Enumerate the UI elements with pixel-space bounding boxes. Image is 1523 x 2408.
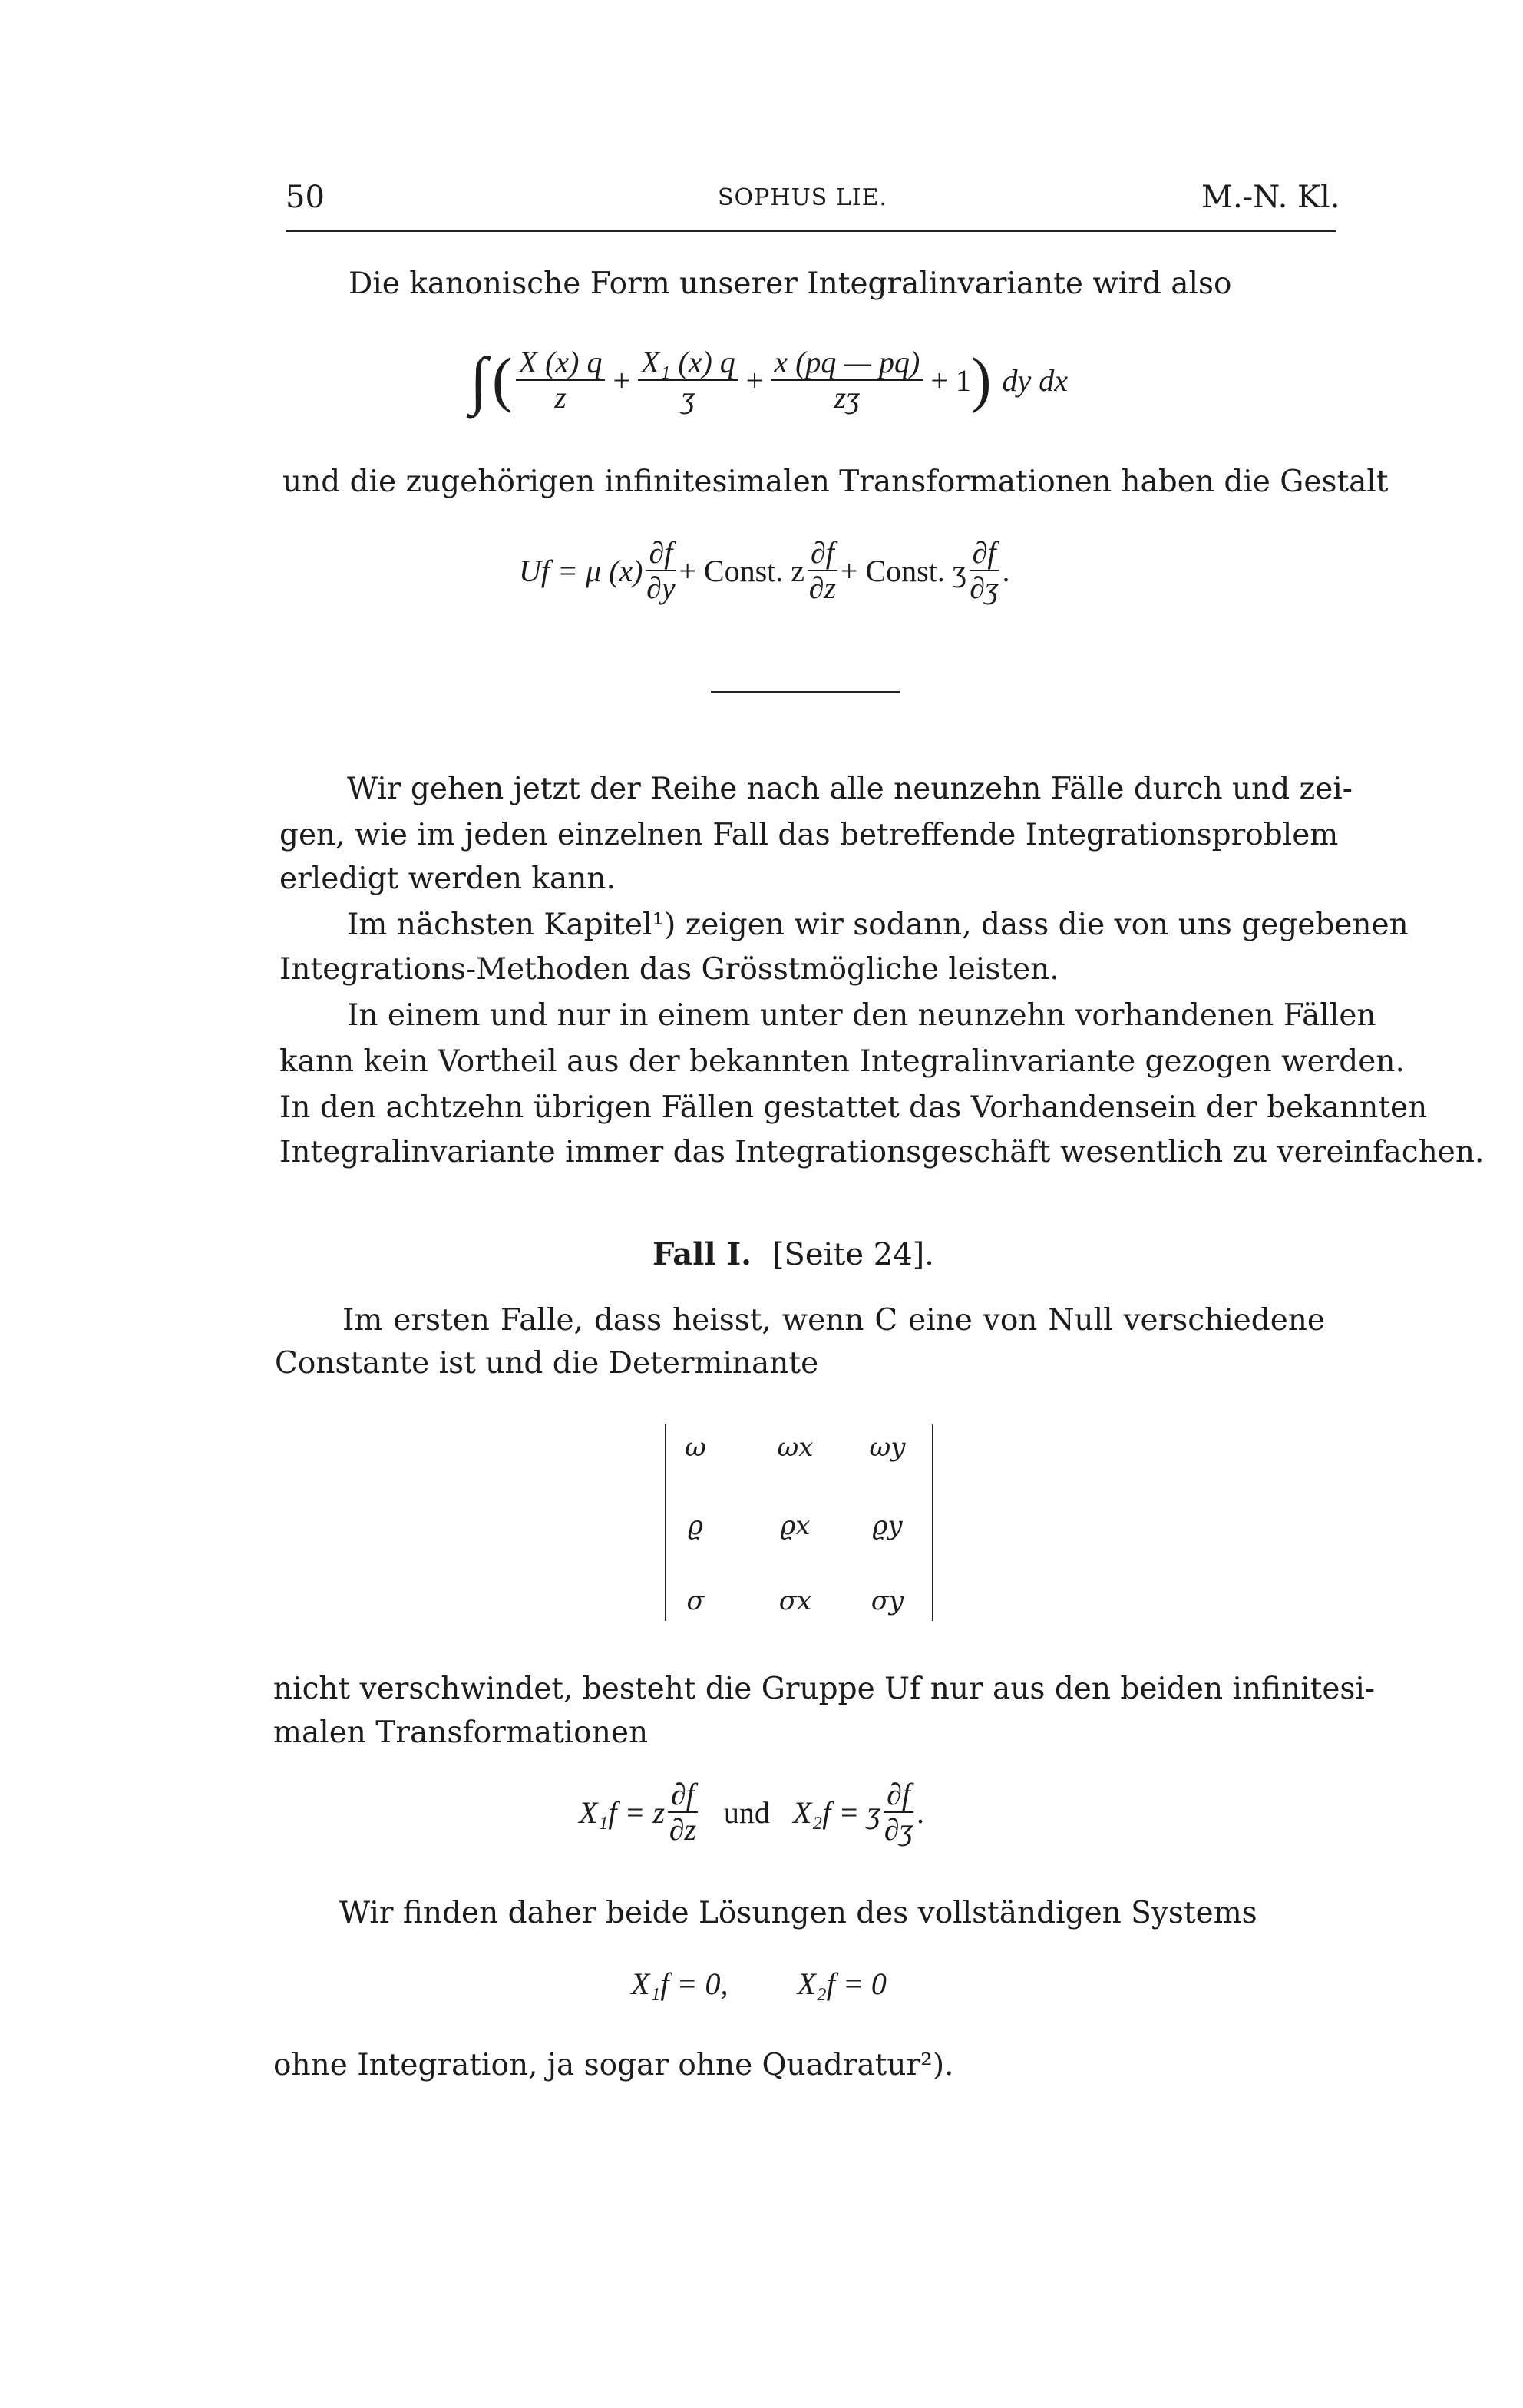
paragraph-1-line-3: erledigt werden kann. — [279, 862, 616, 896]
paragraph-3-line-2: kann kein Vortheil aus der bekannten Integralinvariante gezogen werden. — [279, 1044, 1405, 1079]
fall-heading — [652, 1236, 934, 1272]
integral-sign: ∫ — [470, 344, 488, 416]
fall-title: Fall I. — [652, 1236, 752, 1272]
partial-y: $\frac{\partial f}{\partial y}$ — [646, 535, 676, 605]
partial-zeta: $\frac{\partial f}{\text{∂ʒ}}$ — [970, 535, 999, 605]
fraction-term-3: $\frac{x (pq — pq)}{\text{zʒ}}$ — [771, 346, 923, 415]
det-sigma-x: σx — [778, 1586, 812, 1616]
paragraph-3-line-1: In einem und nur in einem unter den neunzehn vorhandenen Fällen — [347, 998, 1376, 1033]
after-determinant-line-1: nicht verschwindet, besteht die Gruppe Uf nur aus den beiden infinitesi- — [273, 1672, 1376, 1706]
determinant-right-bar — [932, 1424, 933, 1621]
paragraph-2-line-2: Integrations-Methoden das Grösstmögliche leisten. — [279, 952, 1059, 987]
det-rho-x: ϱx — [780, 1510, 811, 1541]
det-rho: ϱ — [688, 1510, 703, 1541]
paragraph-3-line-3: In den achtzehn übrigen Fällen gestattet das Vorhandensein der bekannten — [279, 1090, 1428, 1125]
section-label: M.-N. Kl. — [1201, 180, 1340, 215]
paragraph-3-line-4: Integralinvariante immer das Integrationsgeschäft wesentlich zu vereinfachen. — [279, 1135, 1485, 1169]
x-equations: X₁f = z $\frac{\partial f}{\partial z}$ und X₂f = ʒ $\frac{\partial f}{\text{∂ʒ}}$ . — [579, 1777, 924, 1847]
det-sigma: σ — [686, 1586, 705, 1616]
constant-term: + 1 — [930, 362, 971, 398]
x2-partial: $\frac{\partial f}{\text{∂ʒ}}$ — [884, 1777, 913, 1847]
paragraph-1-line-2: gen, wie im jeden einzelnen Fall das betreffende Integrationsproblem — [279, 818, 1339, 852]
fall-reference: [Seite 24]. — [771, 1237, 934, 1272]
integral-equation: ∫ ( $\frac{X (x) q}{z}$ + $\frac{\text{X₁ (x) q}}{\text{ʒ}}$ + $\frac{x (pq — pq)}{\text{zʒ}}$ + 1 ) dy dx — [470, 344, 1069, 416]
det-omega-x: ωx — [777, 1432, 814, 1463]
intro-line: Die kanonische Form unserer Integralinvariante wird also — [349, 266, 1232, 301]
system-equations: X₁f = 0, X₂f = 0 — [631, 1966, 887, 2001]
paragraph-1-line-1: Wir gehen jetzt der Reihe nach alle neunzehn Fälle durch und zei- — [347, 772, 1353, 806]
fall-text-line-2: Constante ist und die Determinante — [275, 1346, 819, 1381]
paragraph-2-line-1: Im nächsten Kapitel¹) zeigen wir sodann, dass die von uns gegebenen — [347, 908, 1409, 942]
after-determinant-line-2: malen Transformationen — [273, 1715, 649, 1750]
partial-z: $\frac{\partial f}{\partial z}$ — [808, 535, 837, 605]
transform-line: und die zugehörigen infinitesimalen Transformationen haben die Gestalt — [282, 465, 1389, 499]
det-omega-y: ωy — [869, 1432, 906, 1463]
differential: dy dx — [1002, 362, 1069, 398]
fall-text-line-1: Im ersten Falle, dass heisst, wenn C eine von Null verschiedene — [342, 1303, 1325, 1338]
page-number: 50 — [286, 180, 325, 215]
uf-equation: Uf = μ (x) $\frac{\partial f}{\partial y}$ + Const. z $\frac{\partial f}{\partial z}$ + Const. ʒ $\frac{\partial f}{\text{∂ʒ}}$ . — [519, 535, 1010, 605]
final-line: ohne Integration, ja sogar ohne Quadratur²). — [273, 2048, 954, 2082]
wir-finden-line: Wir finden daher beide Lösungen des vollständigen Systems — [339, 1896, 1257, 1930]
determinant — [665, 1424, 933, 1621]
x1-partial: $\frac{\partial f}{\partial z}$ — [669, 1777, 697, 1847]
det-rho-y: ϱy — [872, 1510, 903, 1541]
fraction-term-2: $\frac{\text{X₁ (x) q}}{\text{ʒ}}$ — [638, 346, 738, 415]
running-title: SOPHUS LIE. — [718, 184, 888, 211]
section-divider — [711, 691, 900, 693]
det-sigma-y: σy — [871, 1586, 904, 1616]
fraction-term-1: $\frac{X (x) q}{z}$ — [516, 346, 606, 415]
det-omega: ω — [685, 1432, 706, 1463]
header-rule — [286, 230, 1336, 232]
